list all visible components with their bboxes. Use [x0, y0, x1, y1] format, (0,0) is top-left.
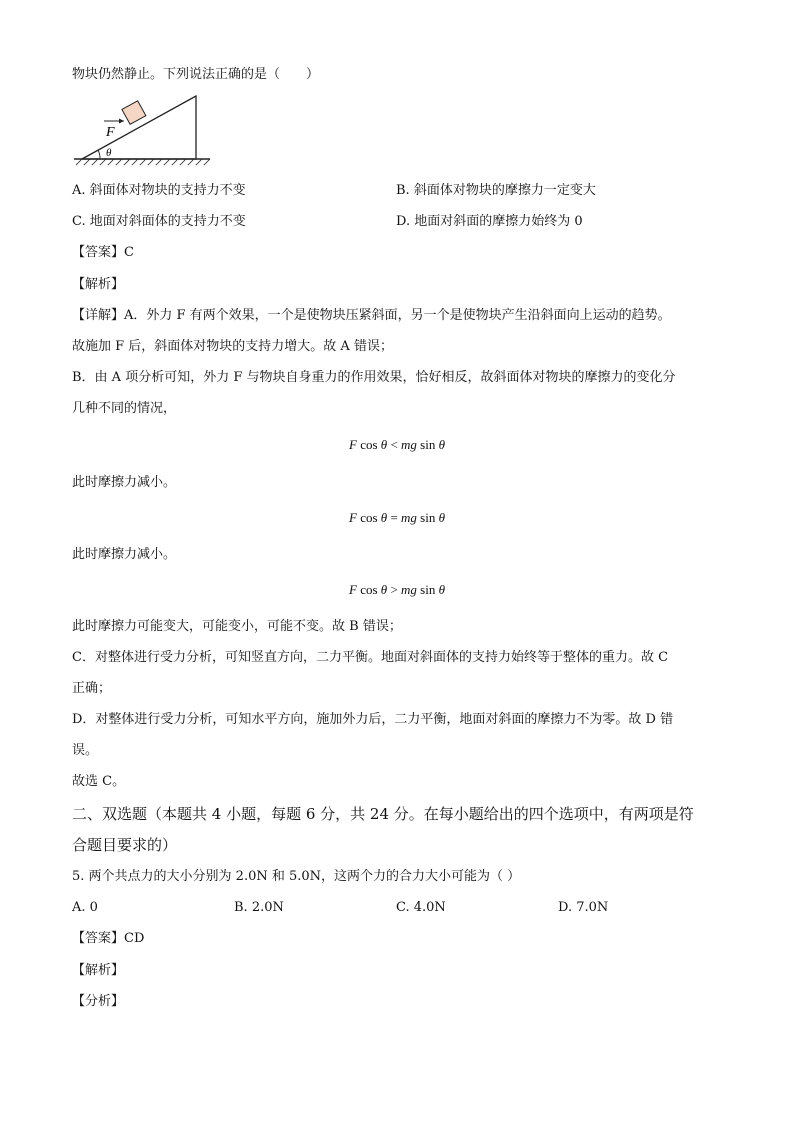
q5-option-d: D. 7.0N [558, 900, 609, 915]
eq1-rhs: mg [401, 437, 417, 452]
q4-stem: 物块仍然静止。下列说法正确的是（ ） [72, 67, 320, 82]
q5-answer: 【答案】CD [72, 931, 145, 946]
eq3-theta-2: θ [438, 582, 445, 597]
angle-arc [98, 150, 100, 159]
force-label: F [106, 125, 115, 140]
incline-figure [72, 92, 212, 166]
eq2-theta-2: θ [438, 510, 445, 525]
block [122, 101, 146, 125]
after-equation-1: 此时摩擦力减小。 [72, 475, 177, 490]
analysis-c-line-1: C．对整体进行受力分析，可知竖直方向，二力平衡。地面对斜面体的支持力始终等于整体的重力。故 C [72, 650, 669, 665]
equation-2 [0, 509, 794, 527]
eq1-theta-2: θ [438, 437, 445, 452]
eq3-relation: > [387, 582, 402, 597]
eq2-rhs: mg [401, 510, 417, 525]
q4-detail-line-1: 【详解】A．外力 F 有两个效果，一个是使物块压紧斜面，另一个是使物块产生沿斜面向上运动的趋势。 [72, 308, 671, 323]
eq3-cos: cos [356, 582, 381, 597]
analysis-d-line-2: 误。 [72, 743, 99, 758]
equation-1 [0, 436, 794, 454]
eq2-lhs: F [349, 510, 357, 525]
eq1-cos: cos [356, 437, 381, 452]
eq3-lhs: F [349, 582, 357, 597]
q4-analysis-label: 【解析】 [72, 277, 125, 292]
analysis-d-line-1: D．对整体进行受力分析，可知水平方向，施加外力后，二力平衡，地面对斜面的摩擦力不为零。故 D 错 [72, 712, 674, 727]
angle-label: θ [106, 147, 112, 159]
ground-hatching [76, 159, 210, 165]
q4-detail-line-3: B．由 A 项分析可知，外力 F 与物块自身重力的作用效果，恰好相反，故斜面体对物块的摩擦力的变化分 [72, 370, 676, 385]
q4-detail-line-4: 几种不同的情况， [72, 401, 177, 416]
section-2-heading-line-2: 合题目要求的） [72, 836, 178, 854]
eq1-theta: θ [380, 437, 388, 452]
q5-option-b: B. 2.0N [234, 900, 284, 915]
eq1-sin: sin [416, 437, 439, 452]
analysis-c-line-2: 正确； [72, 681, 112, 696]
eq2-relation: = [387, 510, 402, 525]
eq2-theta: θ [380, 510, 388, 525]
eq2-sin: sin [416, 510, 439, 525]
eq3-sin: sin [416, 582, 439, 597]
q4-option-d: D. 地面对斜面的摩擦力始终为 0 [396, 214, 583, 229]
q4-choose: 故选 C。 [72, 774, 126, 789]
q4-option-c: C. 地面对斜面体的支持力不变 [72, 214, 246, 229]
q5-analysis-sub: 【分析】 [72, 994, 125, 1009]
eq2-cos: cos [356, 510, 381, 525]
eq3-theta: θ [380, 582, 388, 597]
q5-stem: 5. 两个共点力的大小分别为 2.0N 和 5.0N，这两个力的合力大小可能为（ ） [72, 869, 521, 884]
after-equation-3: 此时摩擦力可能变大，可能变小，可能不变。故 B 错误； [72, 619, 402, 634]
eq1-lhs: F [349, 437, 357, 452]
eq1-relation: < [387, 437, 402, 452]
q5-option-c: C. 4.0N [396, 900, 446, 915]
q5-option-a: A. 0 [72, 900, 98, 915]
equation-3 [0, 581, 794, 599]
q4-answer: 【答案】C [72, 245, 134, 260]
section-2-heading-line-1: 二、双选题（本题共 4 小题，每题 6 分，共 24 分。在每小题给出的四个选项中，有两项是符 [72, 805, 694, 823]
q5-analysis-label: 【解析】 [72, 963, 125, 978]
eq3-rhs: mg [401, 582, 417, 597]
q4-detail-line-2: 故施加 F 后，斜面体对物块的支持力增大。故 A 错误； [72, 339, 393, 354]
after-equation-2: 此时摩擦力减小。 [72, 547, 177, 562]
q4-option-a: A. 斜面体对物块的支持力不变 [72, 183, 246, 198]
q4-option-b: B. 斜面体对物块的摩擦力一定变大 [396, 183, 596, 198]
